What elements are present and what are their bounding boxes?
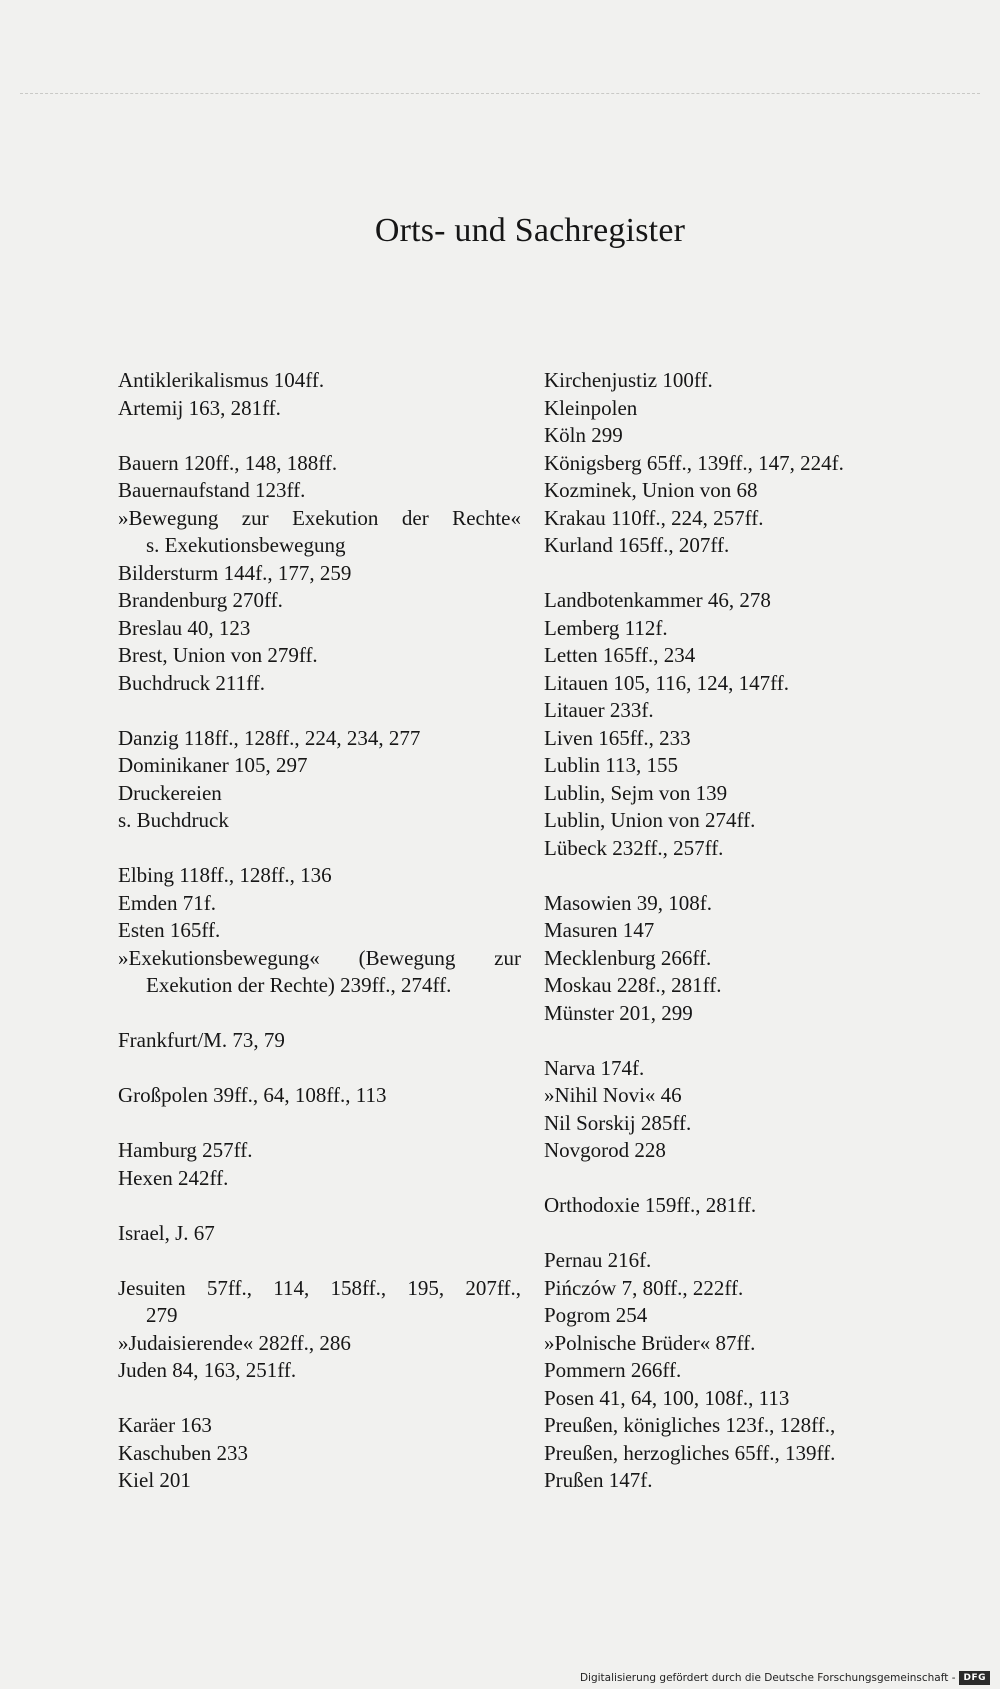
index-entry-text: Pogrom 254 — [544, 1303, 648, 1327]
index-entry — [118, 917, 521, 945]
index-entry-text: Juden 84, 163, 251ff. — [118, 1358, 297, 1382]
index-entry — [544, 1357, 964, 1385]
index-entry-text: Hexen 242ff. — [118, 1165, 229, 1190]
index-entry-text: Bildersturm 144f., 177, 259 — [118, 560, 352, 585]
page-title: Orts- und Sachregister — [374, 212, 686, 249]
index-entry — [118, 752, 521, 780]
index-entry-text: Kleinpolen — [544, 395, 638, 420]
index-entry — [544, 752, 964, 780]
index-entry-text: Kozminek, Union von 68 — [544, 478, 758, 502]
index-entry-text: Buchdruck 211ff. — [118, 670, 265, 695]
index-entry-continuation: 279 — [146, 1303, 178, 1327]
index-entry — [118, 395, 521, 423]
entry-group-gap — [118, 1110, 521, 1138]
index-entry — [118, 642, 521, 670]
index-entry-text: Kaschuben 233 — [118, 1440, 249, 1465]
index-entry — [544, 972, 964, 1000]
index-entry-text: Pińczów 7, 80ff., 222ff. — [544, 1275, 744, 1300]
index-entry — [544, 1412, 964, 1440]
index-entry — [118, 945, 521, 1000]
index-entry-text: Breslau 40, 123 — [118, 615, 251, 640]
entry-group-gap — [544, 560, 964, 588]
index-entry — [118, 367, 521, 395]
index-entry — [544, 1467, 964, 1495]
index-entry — [118, 1357, 521, 1385]
index-entry-text: »Bewegung zur Exekution der Rechte« — [118, 505, 521, 530]
index-entry-text: Krakau 110ff., 224, 257ff. — [544, 505, 764, 530]
index-entry-text: »Exekutionsbewegung« (Bewegung zur — [118, 945, 521, 970]
index-entry-text: Danzig 118ff., 128ff., 224, 234, 277 — [118, 725, 421, 750]
index-entry-text: Lublin 113, 155 — [544, 753, 678, 777]
index-entry — [544, 835, 964, 863]
index-entry — [118, 615, 521, 643]
index-entry — [118, 1220, 521, 1248]
index-entry — [544, 725, 964, 753]
entry-group-gap — [118, 1385, 521, 1413]
index-entry — [544, 1247, 964, 1275]
index-entry — [118, 505, 521, 560]
index-entry-text: s. Buchdruck — [118, 808, 229, 832]
index-entry — [118, 725, 521, 753]
index-entry-text: Litauen 105, 116, 124, 147ff. — [544, 670, 789, 695]
index-entry-text: Mecklenburg 266ff. — [544, 945, 712, 970]
index-entry-text: Narva 174f. — [544, 1055, 645, 1080]
index-entry-text: Esten 165ff. — [118, 918, 221, 942]
index-entry — [118, 1082, 521, 1110]
index-entry-text: Münster 201, 299 — [544, 1000, 693, 1025]
index-entry-text: Nil Sorskij 285ff. — [544, 1110, 692, 1135]
index-entry — [118, 890, 521, 918]
index-entry-text: Orthodoxie 159ff., 281ff. — [544, 1193, 757, 1217]
index-entry — [118, 450, 521, 478]
index-entry — [544, 1192, 964, 1220]
index-entry-text: Pernau 216f. — [544, 1248, 652, 1272]
entry-group-gap — [118, 422, 521, 450]
index-entry — [544, 1082, 964, 1110]
index-entry — [544, 395, 964, 423]
index-entry-text: Jesuiten 57ff., 114, 158ff., 195, 207ff., — [118, 1275, 521, 1300]
index-entry-text: Emden 71f. — [118, 890, 216, 915]
footer-credit — [580, 1671, 990, 1685]
index-entry-text: Lublin, Sejm von 139 — [544, 780, 728, 805]
index-entry — [544, 367, 964, 395]
index-entry — [544, 1110, 964, 1138]
index-entry — [544, 1000, 964, 1028]
index-entry — [118, 1412, 521, 1440]
index-entry-text: Elbing 118ff., 128ff., 136 — [118, 863, 332, 887]
index-entry — [118, 1467, 521, 1495]
index-entry-text: Königsberg 65ff., 139ff., 147, 224f. — [544, 450, 844, 475]
index-entry-text: Moskau 228f., 281ff. — [544, 973, 722, 997]
index-entry — [544, 945, 964, 973]
entry-group-gap — [118, 1055, 521, 1083]
index-entry — [544, 1440, 964, 1468]
index-entry-text: Köln 299 — [544, 423, 623, 447]
index-entry — [544, 615, 964, 643]
index-column-right — [544, 367, 964, 1495]
entry-group-gap — [544, 1220, 964, 1248]
index-entry-text: Großpolen 39ff., 64, 108ff., 113 — [118, 1083, 387, 1107]
index-entry-text: Lübeck 232ff., 257ff. — [544, 835, 724, 860]
index-entry — [544, 1385, 964, 1413]
entry-group-gap — [544, 1027, 964, 1055]
index-entry-text: Bauernaufstand 123ff. — [118, 478, 306, 502]
entry-group-gap — [118, 697, 521, 725]
index-entry — [544, 450, 964, 478]
index-entry-text: Preußen, herzogliches 65ff., 139ff. — [544, 1440, 836, 1465]
index-entry — [544, 477, 964, 505]
index-entry-text: Lemberg 112f. — [544, 615, 668, 640]
index-entry-text: Artemij 163, 281ff. — [118, 395, 281, 420]
index-entry — [544, 1275, 964, 1303]
entry-group-gap — [118, 1000, 521, 1028]
index-entry — [544, 587, 964, 615]
index-entry-text: Posen 41, 64, 100, 108f., 113 — [544, 1385, 790, 1410]
index-entry-continuation: s. Exekutionsbewegung — [146, 533, 346, 557]
dfg-logo: DFG — [959, 1671, 990, 1685]
index-entry — [118, 862, 521, 890]
entry-group-gap — [544, 862, 964, 890]
index-entry — [118, 560, 521, 588]
index-entry — [544, 670, 964, 698]
index-entry — [544, 505, 964, 533]
entry-group-gap — [118, 1192, 521, 1220]
index-entry — [544, 1055, 964, 1083]
index-entry — [118, 1137, 521, 1165]
index-entry-text: Liven 165ff., 233 — [544, 725, 691, 750]
index-entry-text: Litauer 233f. — [544, 698, 654, 722]
index-entry — [544, 422, 964, 450]
index-entry-text: »Judaisierende« 282ff., 286 — [118, 1330, 351, 1355]
index-entry-text: Prußen 147f. — [544, 1468, 653, 1492]
index-entry — [544, 697, 964, 725]
page-top-rule — [20, 93, 980, 94]
index-entry — [544, 532, 964, 560]
entry-group-gap — [118, 1247, 521, 1275]
index-entry-text: Pommern 266ff. — [544, 1358, 682, 1382]
index-entry-text: Preußen, königliches 123f., 128ff., — [544, 1413, 836, 1437]
index-entry — [118, 807, 521, 835]
index-entry-text: Brest, Union von 279ff. — [118, 643, 318, 667]
index-entry-text: Bauern 120ff., 148, 188ff. — [118, 450, 338, 475]
entry-group-gap — [544, 1165, 964, 1193]
index-entry — [544, 1330, 964, 1358]
index-entry-text: »Polnische Brüder« 87ff. — [544, 1330, 756, 1355]
index-entry-text: Letten 165ff., 234 — [544, 643, 696, 667]
index-entry-text: Lublin, Union von 274ff. — [544, 808, 756, 832]
index-entry-text: Karäer 163 — [118, 1413, 212, 1437]
entry-group-gap — [118, 835, 521, 863]
index-entry — [118, 1027, 521, 1055]
index-entry — [118, 477, 521, 505]
index-entry — [544, 917, 964, 945]
index-entry-text: Kiel 201 — [118, 1468, 191, 1492]
index-entry-text: Hamburg 257ff. — [118, 1138, 253, 1162]
index-entry-continuation: Exekution der Rechte) 239ff., 274ff. — [146, 973, 452, 997]
index-entry-text: Brandenburg 270ff. — [118, 588, 283, 612]
index-column-left — [118, 367, 521, 1495]
index-entry-text: Novgorod 228 — [544, 1138, 666, 1162]
index-entry-text: Kirchenjustiz 100ff. — [544, 368, 713, 392]
index-entry-text: Masowien 39, 108f. — [544, 890, 712, 915]
index-entry — [544, 807, 964, 835]
index-entry — [118, 1440, 521, 1468]
index-entry — [118, 1165, 521, 1193]
index-entry — [118, 1275, 521, 1330]
index-entry — [544, 780, 964, 808]
index-entry-text: Masuren 147 — [544, 918, 655, 942]
index-entry — [544, 1137, 964, 1165]
index-entry-text: Antiklerikalismus 104ff. — [118, 368, 325, 392]
index-entry — [544, 1302, 964, 1330]
index-entry-text: Landbotenkammer 46, 278 — [544, 588, 771, 612]
index-entry-text: Kurland 165ff., 207ff. — [544, 533, 730, 557]
index-entry — [544, 642, 964, 670]
index-entry-text: Frankfurt/M. 73, 79 — [118, 1028, 285, 1052]
index-entry — [544, 890, 964, 918]
footer-text: Digitalisierung gefördert durch die Deutsche Forschungsgemeinschaft - — [579, 1672, 956, 1684]
index-entry-text: Dominikaner 105, 297 — [118, 753, 308, 777]
index-entry — [118, 780, 521, 808]
index-entry — [118, 670, 521, 698]
index-entry-text: Israel, J. 67 — [118, 1220, 215, 1245]
index-entry — [118, 1330, 521, 1358]
index-entry — [118, 587, 521, 615]
index-entry-text: Druckereien — [118, 780, 222, 805]
index-entry-text: »Nihil Novi« 46 — [544, 1083, 682, 1107]
